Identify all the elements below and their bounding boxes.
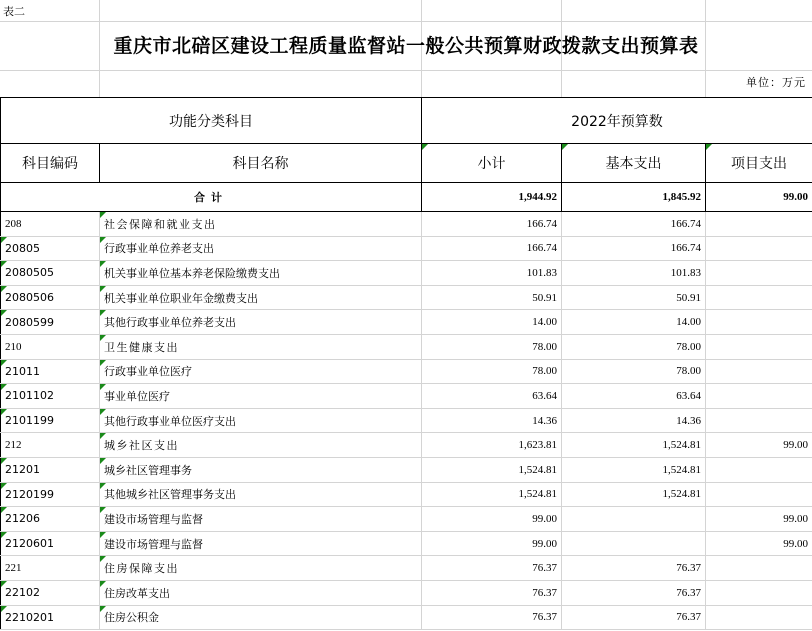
row-code[interactable]: 2101199 — [1, 408, 100, 433]
table-row — [1, 285, 812, 310]
row-name[interactable]: 社会保障和就业支出 — [100, 212, 422, 237]
row-project[interactable] — [706, 334, 812, 359]
row-code[interactable]: 212 — [1, 433, 100, 458]
row-code[interactable]: 2120601 — [1, 531, 100, 556]
row-basic[interactable]: 78.00 — [562, 359, 706, 384]
table-row — [1, 605, 812, 630]
row-project[interactable] — [706, 457, 812, 482]
cell-marker-icon — [100, 360, 106, 366]
row-code[interactable]: 2101102 — [1, 384, 100, 409]
row-name[interactable]: 住房公积金 — [100, 605, 422, 630]
row-code[interactable]: 210 — [1, 334, 100, 359]
cell-marker-icon — [1, 581, 7, 587]
row-basic[interactable]: 14.00 — [562, 310, 706, 335]
row-code[interactable]: 2210201 — [1, 605, 100, 630]
cell-marker-icon — [1, 261, 7, 267]
row-subtotal[interactable]: 78.00 — [422, 359, 562, 384]
cell-marker-icon — [100, 212, 106, 218]
row-project[interactable] — [706, 359, 812, 384]
header-basic[interactable]: 基本支出 — [562, 144, 706, 183]
cell-marker-icon — [1, 532, 7, 538]
row-basic[interactable]: 166.74 — [562, 236, 706, 261]
row-subtotal[interactable]: 76.37 — [422, 605, 562, 630]
row-name[interactable]: 其他城乡社区管理事务支出 — [100, 482, 422, 507]
cell-marker-icon — [100, 409, 106, 415]
cell-marker-icon — [100, 606, 106, 612]
table-row — [1, 212, 812, 237]
row-basic[interactable]: 1,524.81 — [562, 457, 706, 482]
page-title: 重庆市北碚区建设工程质量监督站一般公共预算财政拨款支出预算表 — [113, 35, 699, 57]
table-row — [1, 433, 812, 458]
header-row-columns — [1, 144, 812, 183]
table-row — [1, 261, 812, 286]
total-row — [1, 183, 812, 212]
row-basic[interactable]: 63.64 — [562, 384, 706, 409]
gridline — [0, 21, 812, 22]
total-basic[interactable]: 1,845.92 — [562, 183, 706, 212]
row-code[interactable]: 208 — [1, 212, 100, 237]
row-name[interactable]: 机关事业单位职业年金缴费支出 — [100, 285, 422, 310]
gridline — [0, 70, 812, 71]
row-subtotal[interactable]: 50.91 — [422, 285, 562, 310]
row-basic[interactable]: 101.83 — [562, 261, 706, 286]
row-subtotal[interactable]: 76.37 — [422, 556, 562, 581]
row-code[interactable]: 2080505 — [1, 261, 100, 286]
total-label[interactable]: 合计 — [1, 183, 422, 212]
cell-marker-icon — [1, 606, 7, 612]
header-category-group[interactable]: 功能分类科目 — [1, 98, 422, 144]
row-project[interactable] — [706, 261, 812, 286]
row-basic[interactable]: 76.37 — [562, 556, 706, 581]
cell-marker-icon — [100, 532, 106, 538]
row-project[interactable]: 99.00 — [706, 433, 812, 458]
table-row — [1, 482, 812, 507]
row-basic[interactable]: 76.37 — [562, 580, 706, 605]
row-basic[interactable]: 1,524.81 — [562, 482, 706, 507]
row-subtotal[interactable]: 1,524.81 — [422, 457, 562, 482]
row-project[interactable] — [706, 285, 812, 310]
row-basic[interactable]: 14.36 — [562, 408, 706, 433]
row-code[interactable]: 21011 — [1, 359, 100, 384]
sheet-label: 表二 — [3, 5, 25, 18]
cell-marker-icon — [1, 409, 7, 415]
cell-marker-icon — [100, 261, 106, 267]
row-subtotal[interactable]: 1,524.81 — [422, 482, 562, 507]
header-code[interactable]: 科目编码 — [1, 144, 100, 183]
row-subtotal[interactable]: 99.00 — [422, 531, 562, 556]
row-subtotal[interactable]: 166.74 — [422, 236, 562, 261]
table-row — [1, 359, 812, 384]
cell-marker-icon — [100, 384, 106, 390]
total-subtotal[interactable]: 1,944.92 — [422, 183, 562, 212]
table-row — [1, 457, 812, 482]
row-name[interactable]: 其他行政事业单位养老支出 — [100, 310, 422, 335]
row-project[interactable]: 99.00 — [706, 507, 812, 532]
cell-marker-icon — [100, 458, 106, 464]
cell-marker-icon — [100, 507, 106, 513]
row-basic[interactable]: 1,524.81 — [562, 433, 706, 458]
row-subtotal[interactable]: 1,623.81 — [422, 433, 562, 458]
cell-marker-icon — [100, 286, 106, 292]
table-row — [1, 556, 812, 581]
row-code[interactable]: 221 — [1, 556, 100, 581]
row-project[interactable] — [706, 408, 812, 433]
row-code[interactable]: 2080506 — [1, 285, 100, 310]
row-basic[interactable] — [562, 531, 706, 556]
cell-marker-icon — [100, 556, 106, 562]
row-project[interactable] — [706, 384, 812, 409]
row-code[interactable]: 22102 — [1, 580, 100, 605]
row-subtotal[interactable]: 78.00 — [422, 334, 562, 359]
row-subtotal[interactable]: 101.83 — [422, 261, 562, 286]
row-project[interactable] — [706, 556, 812, 581]
row-basic[interactable]: 78.00 — [562, 334, 706, 359]
row-project[interactable] — [706, 482, 812, 507]
row-code[interactable]: 2080599 — [1, 310, 100, 335]
header-name[interactable]: 科目名称 — [100, 144, 422, 183]
cell-marker-icon — [706, 144, 712, 150]
cell-marker-icon — [100, 581, 106, 587]
header-subtotal[interactable]: 小计 — [422, 144, 562, 183]
row-subtotal[interactable]: 14.00 — [422, 310, 562, 335]
row-code[interactable]: 20805 — [1, 236, 100, 261]
cell-marker-icon — [100, 310, 106, 316]
total-project[interactable]: 99.00 — [706, 183, 812, 212]
cell-marker-icon — [1, 507, 7, 513]
row-name[interactable]: 城乡社区管理事务 — [100, 457, 422, 482]
row-basic[interactable]: 50.91 — [562, 285, 706, 310]
table-row — [1, 236, 812, 261]
cell-marker-icon — [100, 237, 106, 243]
table-row — [1, 408, 812, 433]
row-subtotal[interactable]: 99.00 — [422, 507, 562, 532]
cell-marker-icon — [1, 310, 7, 316]
header-row-group — [1, 98, 812, 144]
row-subtotal[interactable]: 14.36 — [422, 408, 562, 433]
table-row — [1, 310, 812, 335]
table-row — [1, 531, 812, 556]
table-row — [1, 580, 812, 605]
row-name[interactable]: 住房保障支出 — [100, 556, 422, 581]
row-project[interactable] — [706, 212, 812, 237]
cell-marker-icon — [422, 144, 428, 150]
table-row — [1, 507, 812, 532]
row-basic[interactable] — [562, 507, 706, 532]
row-name[interactable]: 行政事业单位医疗 — [100, 359, 422, 384]
row-code[interactable]: 21201 — [1, 457, 100, 482]
row-project[interactable] — [706, 580, 812, 605]
cell-marker-icon — [100, 483, 106, 489]
row-subtotal[interactable]: 63.64 — [422, 384, 562, 409]
cell-marker-icon — [1, 286, 7, 292]
budget-table — [0, 97, 812, 630]
unit-label: 单位：万元 — [746, 76, 806, 89]
row-name[interactable]: 其他行政事业单位医疗支出 — [100, 408, 422, 433]
table-row — [1, 384, 812, 409]
row-name[interactable]: 城乡社区支出 — [100, 433, 422, 458]
row-name[interactable]: 机关事业单位基本养老保险缴费支出 — [100, 261, 422, 286]
row-name[interactable]: 建设市场管理与监督 — [100, 531, 422, 556]
cell-marker-icon — [1, 384, 7, 390]
row-basic[interactable]: 76.37 — [562, 605, 706, 630]
row-code[interactable]: 2120199 — [1, 482, 100, 507]
row-name[interactable]: 卫生健康支出 — [100, 334, 422, 359]
cell-marker-icon — [100, 335, 106, 341]
row-project[interactable] — [706, 605, 812, 630]
cell-marker-icon — [100, 433, 106, 439]
row-code[interactable]: 21206 — [1, 507, 100, 532]
cell-marker-icon — [1, 483, 7, 489]
cell-marker-icon — [1, 360, 7, 366]
table-row — [1, 334, 812, 359]
row-name[interactable]: 事业单位医疗 — [100, 384, 422, 409]
row-project[interactable] — [706, 236, 812, 261]
row-project[interactable]: 99.00 — [706, 531, 812, 556]
row-project[interactable] — [706, 310, 812, 335]
cell-marker-icon — [1, 237, 7, 243]
row-subtotal[interactable]: 166.74 — [422, 212, 562, 237]
row-subtotal[interactable]: 76.37 — [422, 580, 562, 605]
header-project[interactable]: 项目支出 — [706, 144, 812, 183]
row-name[interactable]: 行政事业单位养老支出 — [100, 236, 422, 261]
cell-marker-icon — [1, 458, 7, 464]
row-name[interactable]: 建设市场管理与监督 — [100, 507, 422, 532]
header-budget-group[interactable]: 2022年预算数 — [422, 98, 812, 144]
cell-marker-icon — [562, 144, 568, 150]
row-basic[interactable]: 166.74 — [562, 212, 706, 237]
row-name[interactable]: 住房改革支出 — [100, 580, 422, 605]
